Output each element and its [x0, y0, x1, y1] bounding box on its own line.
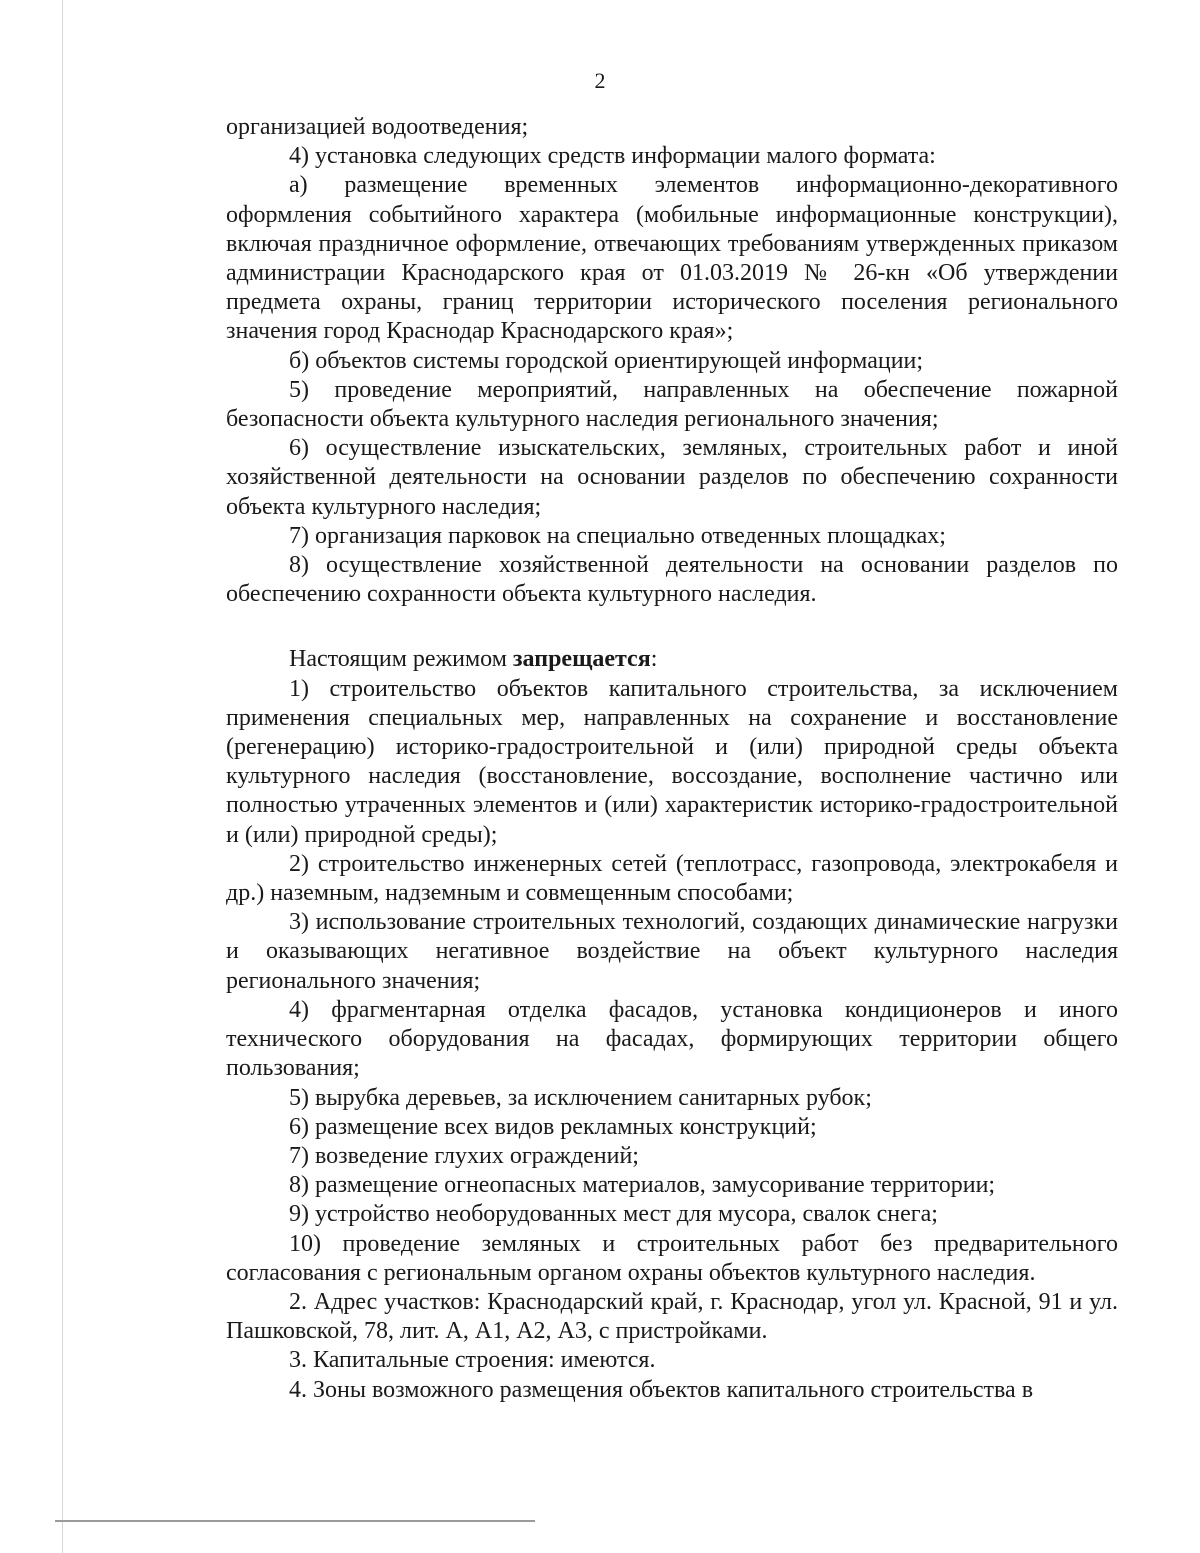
paragraph: 8) осуществление хозяйственной деятельности на основании разделов по обеспечению сохранности объекта культурного наследия.	[226, 552, 1118, 608]
paragraph: а) размещение временных элементов информационно-декоративного оформления событийного характера (мобильные информационные конструкции), включая праздничное оформление, отвечающих требованиям утвержденных приказом администрации Краснодарского края от 01.03.2019 № 26-кн «Об утверждении предмета охраны, границ территории исторического поселения регионального значения город Краснодар Краснодарского края»;	[226, 172, 1118, 345]
page-number: 2	[594, 68, 606, 93]
prohibited-item: 5) вырубка деревьев, за исключением санитарных рубок;	[289, 1084, 872, 1111]
section-gap	[226, 609, 1118, 645]
heading-prefix: Настоящим режимом	[289, 646, 513, 673]
prohibited-heading	[226, 645, 1118, 674]
document-body	[226, 113, 1118, 1405]
scan-edge-line	[62, 0, 63, 1553]
heading-bold-word: запрещается	[512, 646, 651, 673]
paragraph: 5) проведение мероприятий, направленных на обеспечение пожарной безопасности объекта культурного наследия регионального значения;	[226, 376, 1118, 433]
prohibited-item: 9) устройство необорудованных мест для мусора, свалок снега;	[289, 1201, 938, 1228]
heading-suffix: :	[650, 646, 658, 673]
scan-bottom-line	[55, 1520, 535, 1522]
prohibited-item: 1) строительство объектов капитального строительства, за исключением применения специальных мер, направленных на сохранение и восстановление (регенерацию) историко-градостроительной и (или) природной среды объекта культурного наследия (восстановление, воссоздание, восполнение частично или полностью утраченных элементов и (или) характеристик историко-градостроительной и (или) природной среды);	[226, 675, 1118, 848]
prohibited-item: 8) размещение огнеопасных материалов, замусоривание территории;	[289, 1172, 996, 1199]
paragraph: 7) организация парковок на специально отведенных площадках;	[289, 522, 946, 549]
prohibited-item: 2) строительство инженерных сетей (теплотрасс, газопровода, электрокабеля и др.) наземным, надземным и совмещенным способами;	[226, 850, 1118, 907]
paragraph: б) объектов системы городской ориентирующей информации;	[289, 347, 924, 374]
paragraph: организацией водоотведения;	[226, 114, 529, 140]
prohibited-item: 10) проведение земляных и строительных работ без предварительного согласования с региональным органом охраны объектов культурного наследия.	[226, 1230, 1118, 1286]
prohibited-item: 7) возведение глухих ограждений;	[289, 1142, 639, 1169]
prohibited-item: 6) размещение всех видов рекламных конструкций;	[289, 1113, 817, 1140]
prohibited-item: 4) фрагментарная отделка фасадов, установка кондиционеров и иного технического оборудования на фасадах, формирующих территории общего пользования;	[226, 996, 1118, 1082]
section-address: 2. Адрес участков: Краснодарский край, г. Краснодар, угол ул. Красной, 91 и ул. Пашковской, 78, лит. А, А1, А2, А3, с пристройками.	[226, 1288, 1118, 1345]
paragraph: 4) установка следующих средств информации малого формата:	[289, 143, 936, 170]
section-zones: 4. Зоны возможного размещения объектов капитального строительства в	[289, 1376, 1034, 1403]
prohibited-item: 3) использование строительных технологий, создающих динамические нагрузки и оказывающих негативное воздействие на объект культурного наследия регионального значения;	[226, 909, 1118, 994]
paragraph: 6) осуществление изыскательских, земляных, строительных работ и иной хозяйственной деятельности на основании разделов по обеспечению сохранности объекта культурного наследия;	[226, 435, 1118, 520]
section-buildings: 3. Капитальные строения: имеются.	[289, 1347, 656, 1374]
